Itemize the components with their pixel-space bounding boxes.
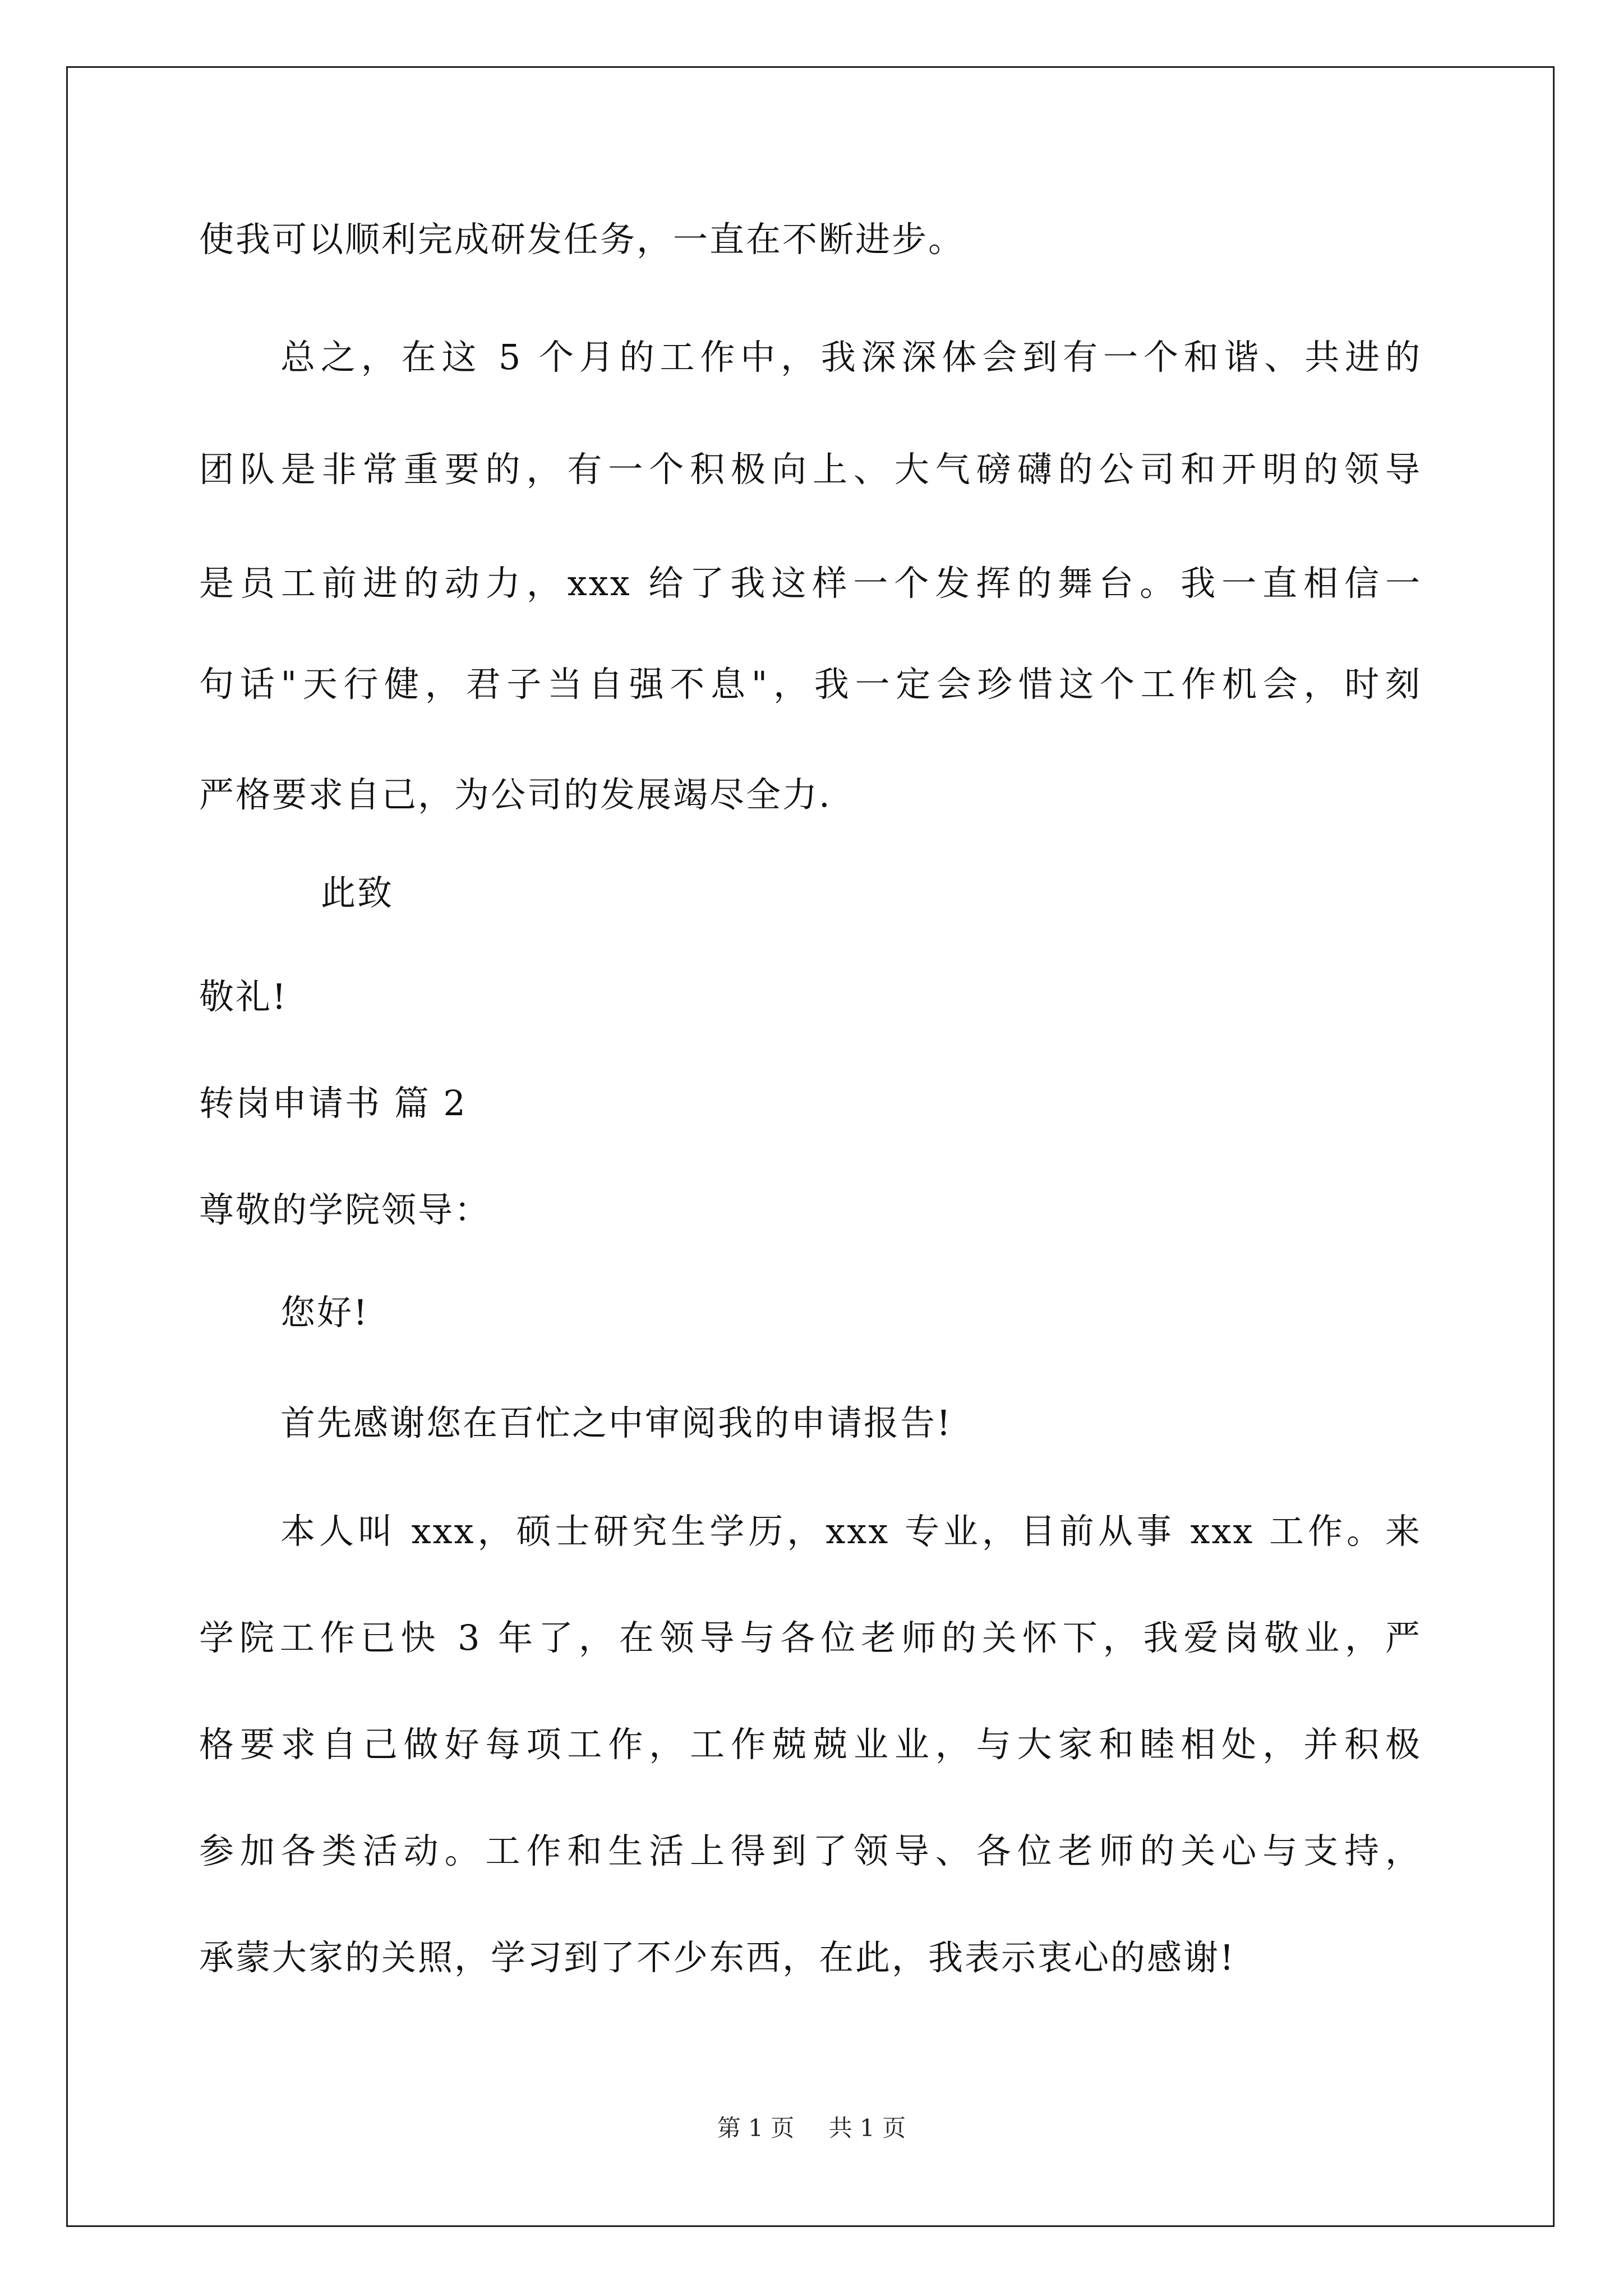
paragraph-line: 首先感谢您在百忙之中审阅我的申请报告! [280, 1402, 952, 1443]
paragraph-line: 严格要求自己，为公司的发展竭尽全力. [199, 774, 832, 815]
page-footer [0, 2113, 1623, 2144]
paragraph-line: 句话"天行健，君子当自强不息"，我一定会珍惜这个工作机会，时刻 [199, 664, 1422, 705]
page-number: 第 1 页 [717, 2114, 795, 2142]
paragraph-line: 是员工前进的动力，xxx 给了我这样一个发挥的舞台。我一直相信一 [199, 563, 1422, 604]
letter-greeting: 尊敬的学院领导： [199, 1189, 491, 1230]
paragraph-line: 格要求自己做好每项工作，工作兢兢业业，与大家和睦相处，并积极 [199, 1724, 1422, 1765]
closing-salutation: 此致 [321, 872, 394, 913]
letter-hello: 您好! [280, 1292, 369, 1333]
paragraph-line: 总之，在这 5 个月的工作中，我深深体会到有一个和谐、共进的 [280, 337, 1422, 378]
page-total: 共 1 页 [828, 2114, 906, 2142]
closing-regards: 敬礼! [199, 976, 288, 1017]
paragraph-line: 团队是非常重要的，有一个积极向上、大气磅礴的公司和开明的领导 [199, 449, 1422, 490]
section-heading: 转岗申请书 篇 2 [199, 1083, 467, 1124]
paragraph-line: 学院工作已快 3 年了，在领导与各位老师的关怀下，我爱岗敬业，严 [199, 1617, 1422, 1658]
paragraph-line: 使我可以顺利完成研发任务，一直在不断进步。 [199, 219, 965, 260]
paragraph-line: 本人叫 xxx，硕士研究生学历，xxx 专业，目前从事 xxx 工作。来 [280, 1511, 1422, 1552]
paragraph-line: 承蒙大家的关照，学习到了不少东西，在此，我表示衷心的感谢! [199, 1937, 1235, 1978]
page-border [66, 66, 1555, 2227]
paragraph-line: 参加各类活动。工作和生活上得到了领导、各位老师的关心与支持， [199, 1830, 1422, 1871]
